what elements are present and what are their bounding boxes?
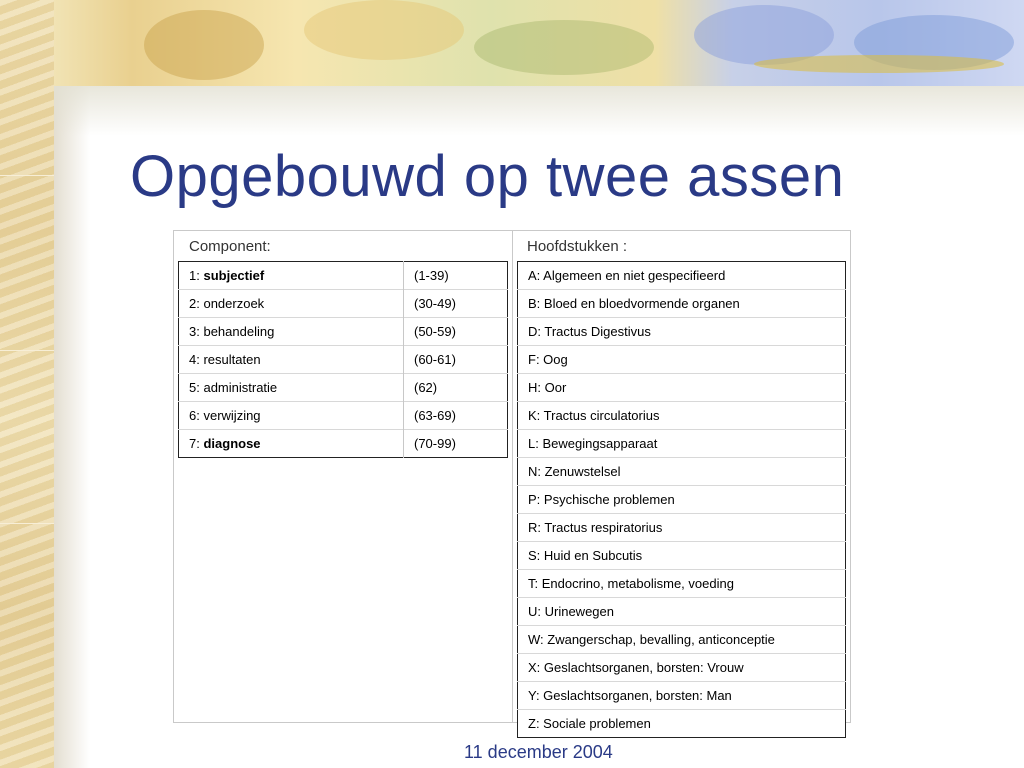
chapter-label: D: Tractus Digestivus (518, 318, 846, 346)
component-range: (30-49) (404, 290, 508, 318)
chapter-row (518, 654, 846, 682)
chapter-label: N: Zenuwstelsel (518, 458, 846, 486)
component-header: Component: (189, 238, 271, 255)
chapter-row (518, 626, 846, 654)
chapter-row (518, 430, 846, 458)
component-label: administratie (203, 380, 278, 395)
chapter-label: A: Algemeen en niet gespecifieerd (528, 268, 726, 283)
component-row (179, 290, 508, 318)
chapter-row (518, 682, 846, 710)
chapter-label: F: Oog (518, 346, 846, 374)
component-label-cell (179, 318, 404, 346)
component-label-cell (179, 430, 404, 458)
component-number: 4: (189, 352, 200, 367)
component-label: behandeling (203, 324, 275, 339)
component-label: subjectief (203, 268, 265, 283)
chapter-row (518, 346, 846, 374)
component-label-cell (179, 402, 404, 430)
chapter-label: L: Bewegingsapparaat (518, 430, 846, 458)
component-label-cell (179, 290, 404, 318)
component-row (179, 346, 508, 374)
component-label-cell (179, 346, 404, 374)
chapter-label: R: Tractus respiratorius (518, 514, 846, 542)
chapter-row (518, 542, 846, 570)
chapter-row (518, 514, 846, 542)
chapter-label: W: Zwangerschap, bevalling, anticonceptie (518, 626, 846, 654)
component-label-cell (179, 262, 404, 290)
component-number: 6: (189, 408, 200, 423)
component-range: (50-59) (404, 318, 508, 346)
chapters-table (517, 261, 846, 738)
chapter-row (518, 458, 846, 486)
axes-divider (512, 230, 513, 723)
component-label: onderzoek (203, 296, 265, 311)
component-label-cell (179, 374, 404, 402)
component-range: (60-61) (404, 346, 508, 374)
component-row (179, 430, 508, 458)
component-row (179, 318, 508, 346)
chapter-row (518, 710, 846, 738)
chapter-row (518, 570, 846, 598)
component-row (179, 374, 508, 402)
component-table (178, 261, 508, 458)
chapter-row (518, 290, 846, 318)
component-number: 5: (189, 380, 200, 395)
slide-title: Opgebouwd op twee assen (130, 144, 845, 209)
chapter-label: S: Huid en Subcutis (518, 542, 846, 570)
component-label: resultaten (203, 352, 261, 367)
banner-fade (54, 86, 1024, 136)
component-range: (63-69) (404, 402, 508, 430)
chapter-row (518, 486, 846, 514)
component-number: 7: (189, 436, 200, 451)
component-number: 3: (189, 324, 200, 339)
component-number: 1: (189, 268, 200, 283)
chapter-label: T: Endocrino, metabolisme, voeding (518, 570, 846, 598)
component-row (179, 262, 508, 290)
chapter-label: Z: Sociale problemen (518, 710, 846, 738)
component-row (179, 402, 508, 430)
chapter-row (518, 598, 846, 626)
chapter-label: K: Tractus circulatorius (518, 402, 846, 430)
component-range: (70-99) (404, 430, 508, 458)
chapter-row (518, 318, 846, 346)
chapters-header: Hoofdstukken : (527, 238, 628, 255)
footer-date: 11 december 2004 (464, 742, 613, 762)
chapter-label: Y: Geslachtsorganen, borsten: Man (518, 682, 846, 710)
component-number: 2: (189, 296, 200, 311)
component-range: (62) (404, 374, 508, 402)
chapter-label: H: Oor (518, 374, 846, 402)
chapter-row (518, 374, 846, 402)
chapter-row (518, 262, 846, 290)
component-label: diagnose (203, 436, 261, 451)
component-range: (1-39) (404, 262, 508, 290)
component-label: verwijzing (203, 408, 261, 423)
chapter-label: B: Bloed en bloedvormende organen (518, 290, 846, 318)
decorative-top-banner (54, 0, 1024, 86)
chapter-label: U: Urinewegen (518, 598, 846, 626)
chapter-label: X: Geslachtsorganen, borsten: Vrouw (518, 654, 846, 682)
parchment-left-strip (0, 0, 54, 768)
chapter-label: P: Psychische problemen (518, 486, 846, 514)
chapter-row (518, 402, 846, 430)
